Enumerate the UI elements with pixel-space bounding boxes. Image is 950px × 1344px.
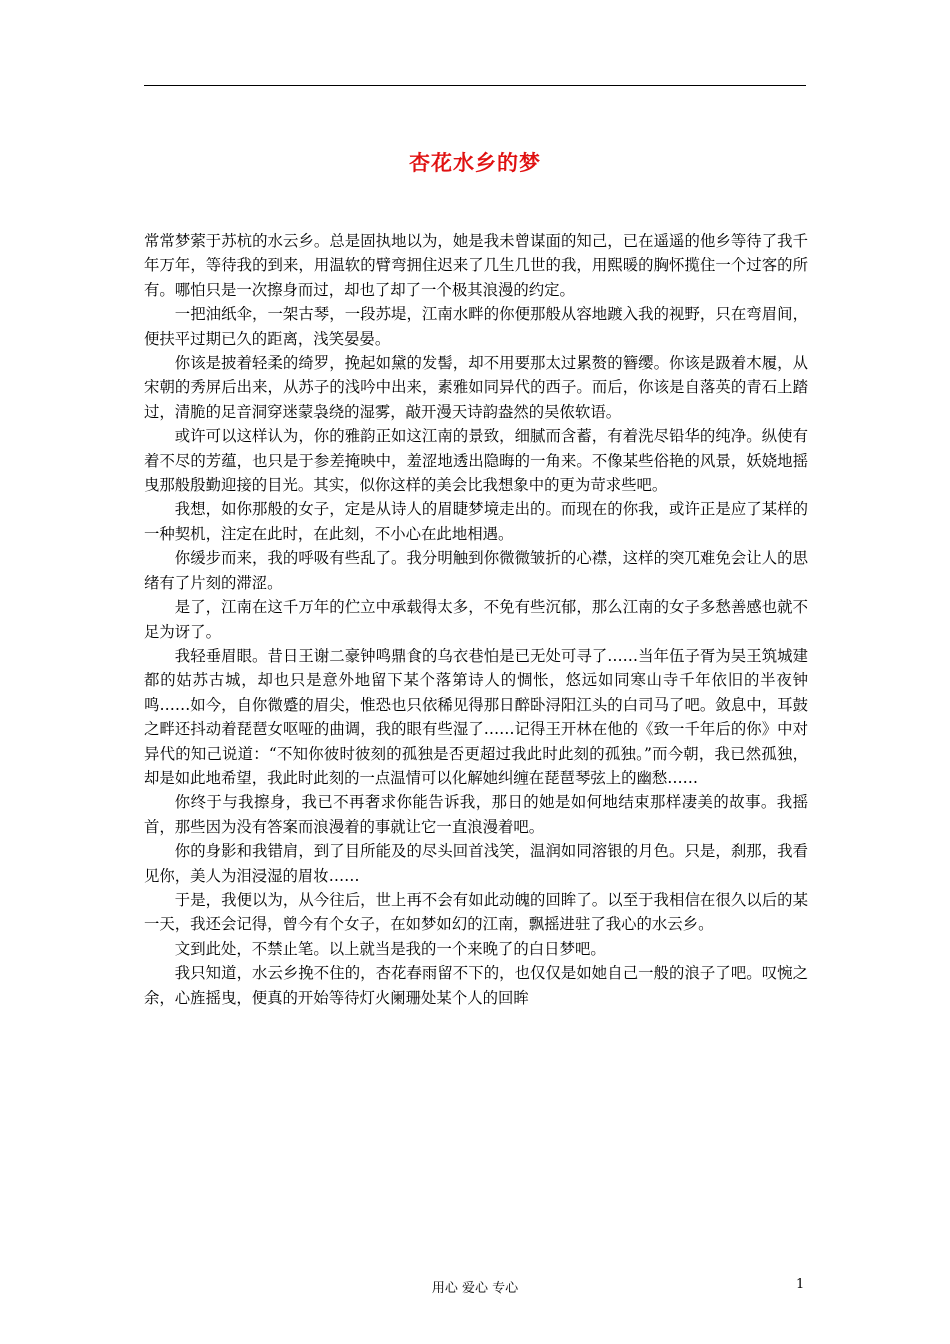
paragraph-1: 常常梦萦于苏杭的水云乡。总是固执地以为，她是我未曾谋面的知己，已在遥遥的他乡等待了我千年万年，等待我的到来，用温软的臂弯拥住迟来了几生几世的我，用熙暖的胸怀揽住一个过客的所有。哪怕只是一次擦身而过，却也了却了一个极其浪漫的约定。 <box>144 232 808 299</box>
document-body <box>144 229 808 1010</box>
paragraph-11: 于是，我便以为，从今往后，世上再不会有如此动魄的回眸了。以至于我相信在很久以后的某一天，我还会记得，曾今有个女子，在如梦如幻的江南，飘摇进驻了我心的水云乡。 <box>144 890 808 934</box>
header-rule <box>144 85 806 86</box>
paragraph-12: 文到此处，不禁止笔。以上就当是我的一个来晚了的白日梦吧。 <box>174 939 606 958</box>
paragraph-13: 我只知道，水云乡挽不住的，杏花春雨留不下的，也仅仅是如她自己一般的浪子了吧。叹惋之余，心旌摇曳，便真的开始等待灯火阑珊处某个人的回眸 <box>144 964 808 1007</box>
paragraph-7: 是了，江南在这千万年的伫立中承载得太多，不免有些沉郁，那么江南的女子多愁善感也就不足为讶了。 <box>144 598 808 641</box>
paragraph-8: 我轻垂眉眼。昔日王谢二豪钟鸣鼎食的乌衣巷怕是已无处可寻了……当年伍子胥为吴王筑城建都的姑苏古城，却也只是意外地留下某个落第诗人的惆怅，悠远如同寒山寺千年依旧的半夜钟鸣……如今，自你微蹙的眉尖，惟恐也只依稀见得那日醉卧浔阳江头的白司马了吧。敛息中，耳鼓之畔还抖动着琵琶女呕哑的曲调，我的眼有些湿了……记得王开林在他的《致一千年后的你》中对异代的知己说道：“不知你彼时彼刻的孤独是否更超过我此时此刻的孤独。”而今朝，我已然孤独，却是如此地希望，我此时此刻的一点温情可以化解她纠缠在琵琶琴弦上的幽愁…… <box>144 646 808 787</box>
paragraph-10: 你的身影和我错肩，到了目所能及的尽头回首浅笑，温润如同溶银的月色。只是，刹那，我看见你，美人为泪浸湿的眉妆…… <box>144 842 808 885</box>
paragraph-4: 或许可以这样认为，你的雅韵正如这江南的景致，细腻而含蓄，有着洗尽铅华的纯净。纵使有着不尽的芳蕴，也只是于参差掩映中，羞涩地透出隐晦的一角来。不像某些俗艳的风景，妖娆地摇曳那般殷勤迎接的目光。其实，似你这样的美会比我想象中的更为苛求些吧。 <box>144 427 808 495</box>
paragraph-9: 你终于与我擦身，我已不再奢求你能告诉我，那日的她是如何地结束那样凄美的故事。我摇首，那些因为没有答案而浪漫着的事就让它一直浪漫着吧。 <box>144 793 808 836</box>
footer-text: 用心 爱心 专心 <box>431 1281 519 1296</box>
paragraph-6: 你缓步而来，我的呼吸有些乱了。我分明触到你微微皱折的心襟，这样的突兀难免会让人的思绪有了片刻的滞涩。 <box>144 549 808 592</box>
document-title: 杏花水乡的梦 <box>409 150 541 175</box>
paragraph-2: 一把油纸伞，一架古琴，一段苏堤，江南水畔的你便那般从容地踱入我的视野，只在弯眉间，便扶平过期已久的距离，浅笑晏晏。 <box>144 305 808 348</box>
paragraph-3: 你该是披着轻柔的绮罗，挽起如黛的发髻，却不用要那太过累赘的簪缨。你该是趿着木履，从宋朝的秀屏后出来，从苏子的浅吟中出来，素雅如同异代的西子。而后，你该是自落英的青石上踏过，清脆的足音洞穿迷蒙袅绕的湿雾，敲开漫天诗韵盎然的吴侬软语。 <box>144 354 808 421</box>
page-number: 1 <box>796 1277 805 1292</box>
paragraph-5: 我想，如你那般的女子，定是从诗人的眉睫梦境走出的。而现在的你我，或许正是应了某样的一种契机，注定在此时，在此刻，不小心在此地相遇。 <box>144 500 808 543</box>
